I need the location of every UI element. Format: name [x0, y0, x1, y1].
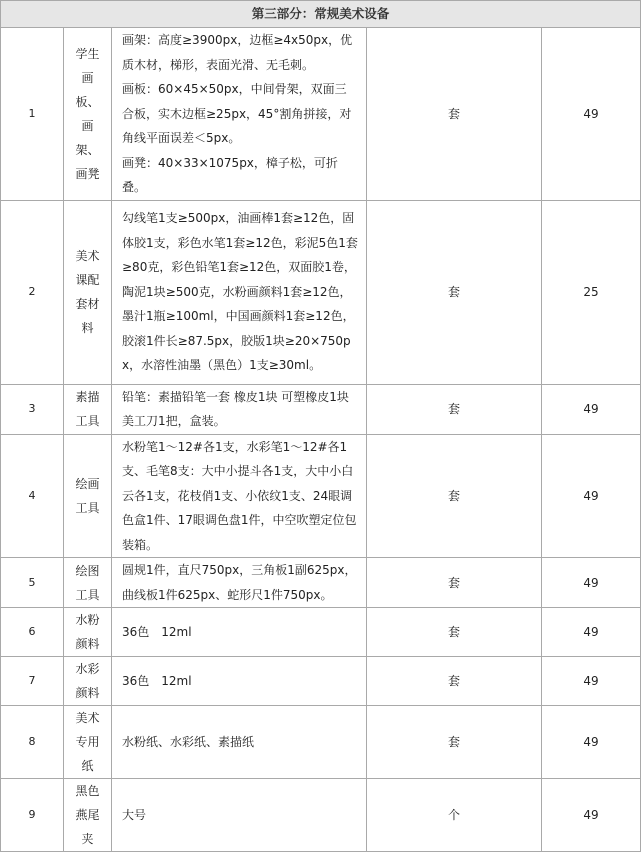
- row-index: 7: [1, 657, 64, 706]
- section-title: 第三部分：常规美术设备: [1, 1, 641, 28]
- item-quantity: 49: [542, 28, 641, 201]
- item-unit: 套: [367, 384, 542, 434]
- row-index: 8: [1, 706, 64, 779]
- table-row: [1, 657, 641, 706]
- row-index: 6: [1, 608, 64, 657]
- item-spec: 36色 12ml: [112, 657, 367, 706]
- table-row: [1, 434, 641, 558]
- row-index: 9: [1, 779, 64, 852]
- item-unit: 套: [367, 608, 542, 657]
- item-spec: 勾线笔1支≥500px，油画棒1套≥12色，固体胶1支，彩色水笔1套≥12色，彩泥5色1套≥80克，彩色铅笔1套≥12色，双面胶1卷，陶泥1块≥500克，水粉画颜料1套≥12色，墨汁1瓶≥100ml，中国画颜料1套≥12色，胶滚1件长≥87.5px，胶版1块≥20×750px，水溶性油墨（黑色）1支≥30ml。: [112, 200, 367, 384]
- item-name: 水粉颜料: [64, 608, 112, 657]
- item-unit: 套: [367, 200, 542, 384]
- item-spec: 大号: [112, 779, 367, 852]
- item-name: 美术专用纸: [64, 706, 112, 779]
- table-row: [1, 384, 641, 434]
- item-quantity: 49: [542, 657, 641, 706]
- item-quantity: 49: [542, 558, 641, 608]
- row-index: 4: [1, 434, 64, 558]
- item-name: 学生画板、画架、画凳: [64, 28, 112, 201]
- table-row: [1, 28, 641, 201]
- item-unit: 套: [367, 706, 542, 779]
- table-row: [1, 200, 641, 384]
- row-index: 5: [1, 558, 64, 608]
- table-row: [1, 558, 641, 608]
- item-spec: 圆规1件，直尺750px，三角板1副625px，曲线板1件625px、蛇形尺1件750px。: [112, 558, 367, 608]
- item-unit: 套: [367, 28, 542, 201]
- item-unit: 个: [367, 779, 542, 852]
- item-quantity: 49: [542, 706, 641, 779]
- item-spec: 水粉笔1～12#各1支，水彩笔1～12#各1支、毛笔8支：大中小提斗各1支，大中小白云各1支，花枝俏1支、小依纹1支、24眼调色盒1件、17眼调色盘1件，中空吹塑定位包装箱。: [112, 434, 367, 558]
- item-name: 绘图工具: [64, 558, 112, 608]
- item-unit: 套: [367, 558, 542, 608]
- item-unit: 套: [367, 434, 542, 558]
- item-quantity: 49: [542, 608, 641, 657]
- item-unit: 套: [367, 657, 542, 706]
- table-row: [1, 706, 641, 779]
- item-spec: 铅笔：素描铅笔一套 橡皮1块 可塑橡皮1块 美工刀1把，盒装。: [112, 384, 367, 434]
- row-index: 3: [1, 384, 64, 434]
- item-quantity: 25: [542, 200, 641, 384]
- item-name: 美术课配套材料: [64, 200, 112, 384]
- item-quantity: 49: [542, 384, 641, 434]
- table-title-row: [1, 1, 641, 28]
- item-quantity: 49: [542, 434, 641, 558]
- item-name: 素描工具: [64, 384, 112, 434]
- row-index: 2: [1, 200, 64, 384]
- item-quantity: 49: [542, 779, 641, 852]
- row-index: 1: [1, 28, 64, 201]
- table-row: [1, 779, 641, 852]
- item-name: 水彩颜料: [64, 657, 112, 706]
- item-spec: 水粉纸、水彩纸、素描纸: [112, 706, 367, 779]
- table-row: [1, 608, 641, 657]
- item-name: 绘画工具: [64, 434, 112, 558]
- item-spec: 画架：高度≥3900px，边框≥4x50px，优质木材，梯形，表面光滑、无毛刺。 画板：60×45×50px，中间骨架，双面三合板，实木边框≥25px，45°割角拼接，对角线平面误差＜5px。 画凳：40×33×1075px，樟子松，可折叠。: [112, 28, 367, 201]
- item-name: 黑色燕尾夹: [64, 779, 112, 852]
- item-spec: 36色 12ml: [112, 608, 367, 657]
